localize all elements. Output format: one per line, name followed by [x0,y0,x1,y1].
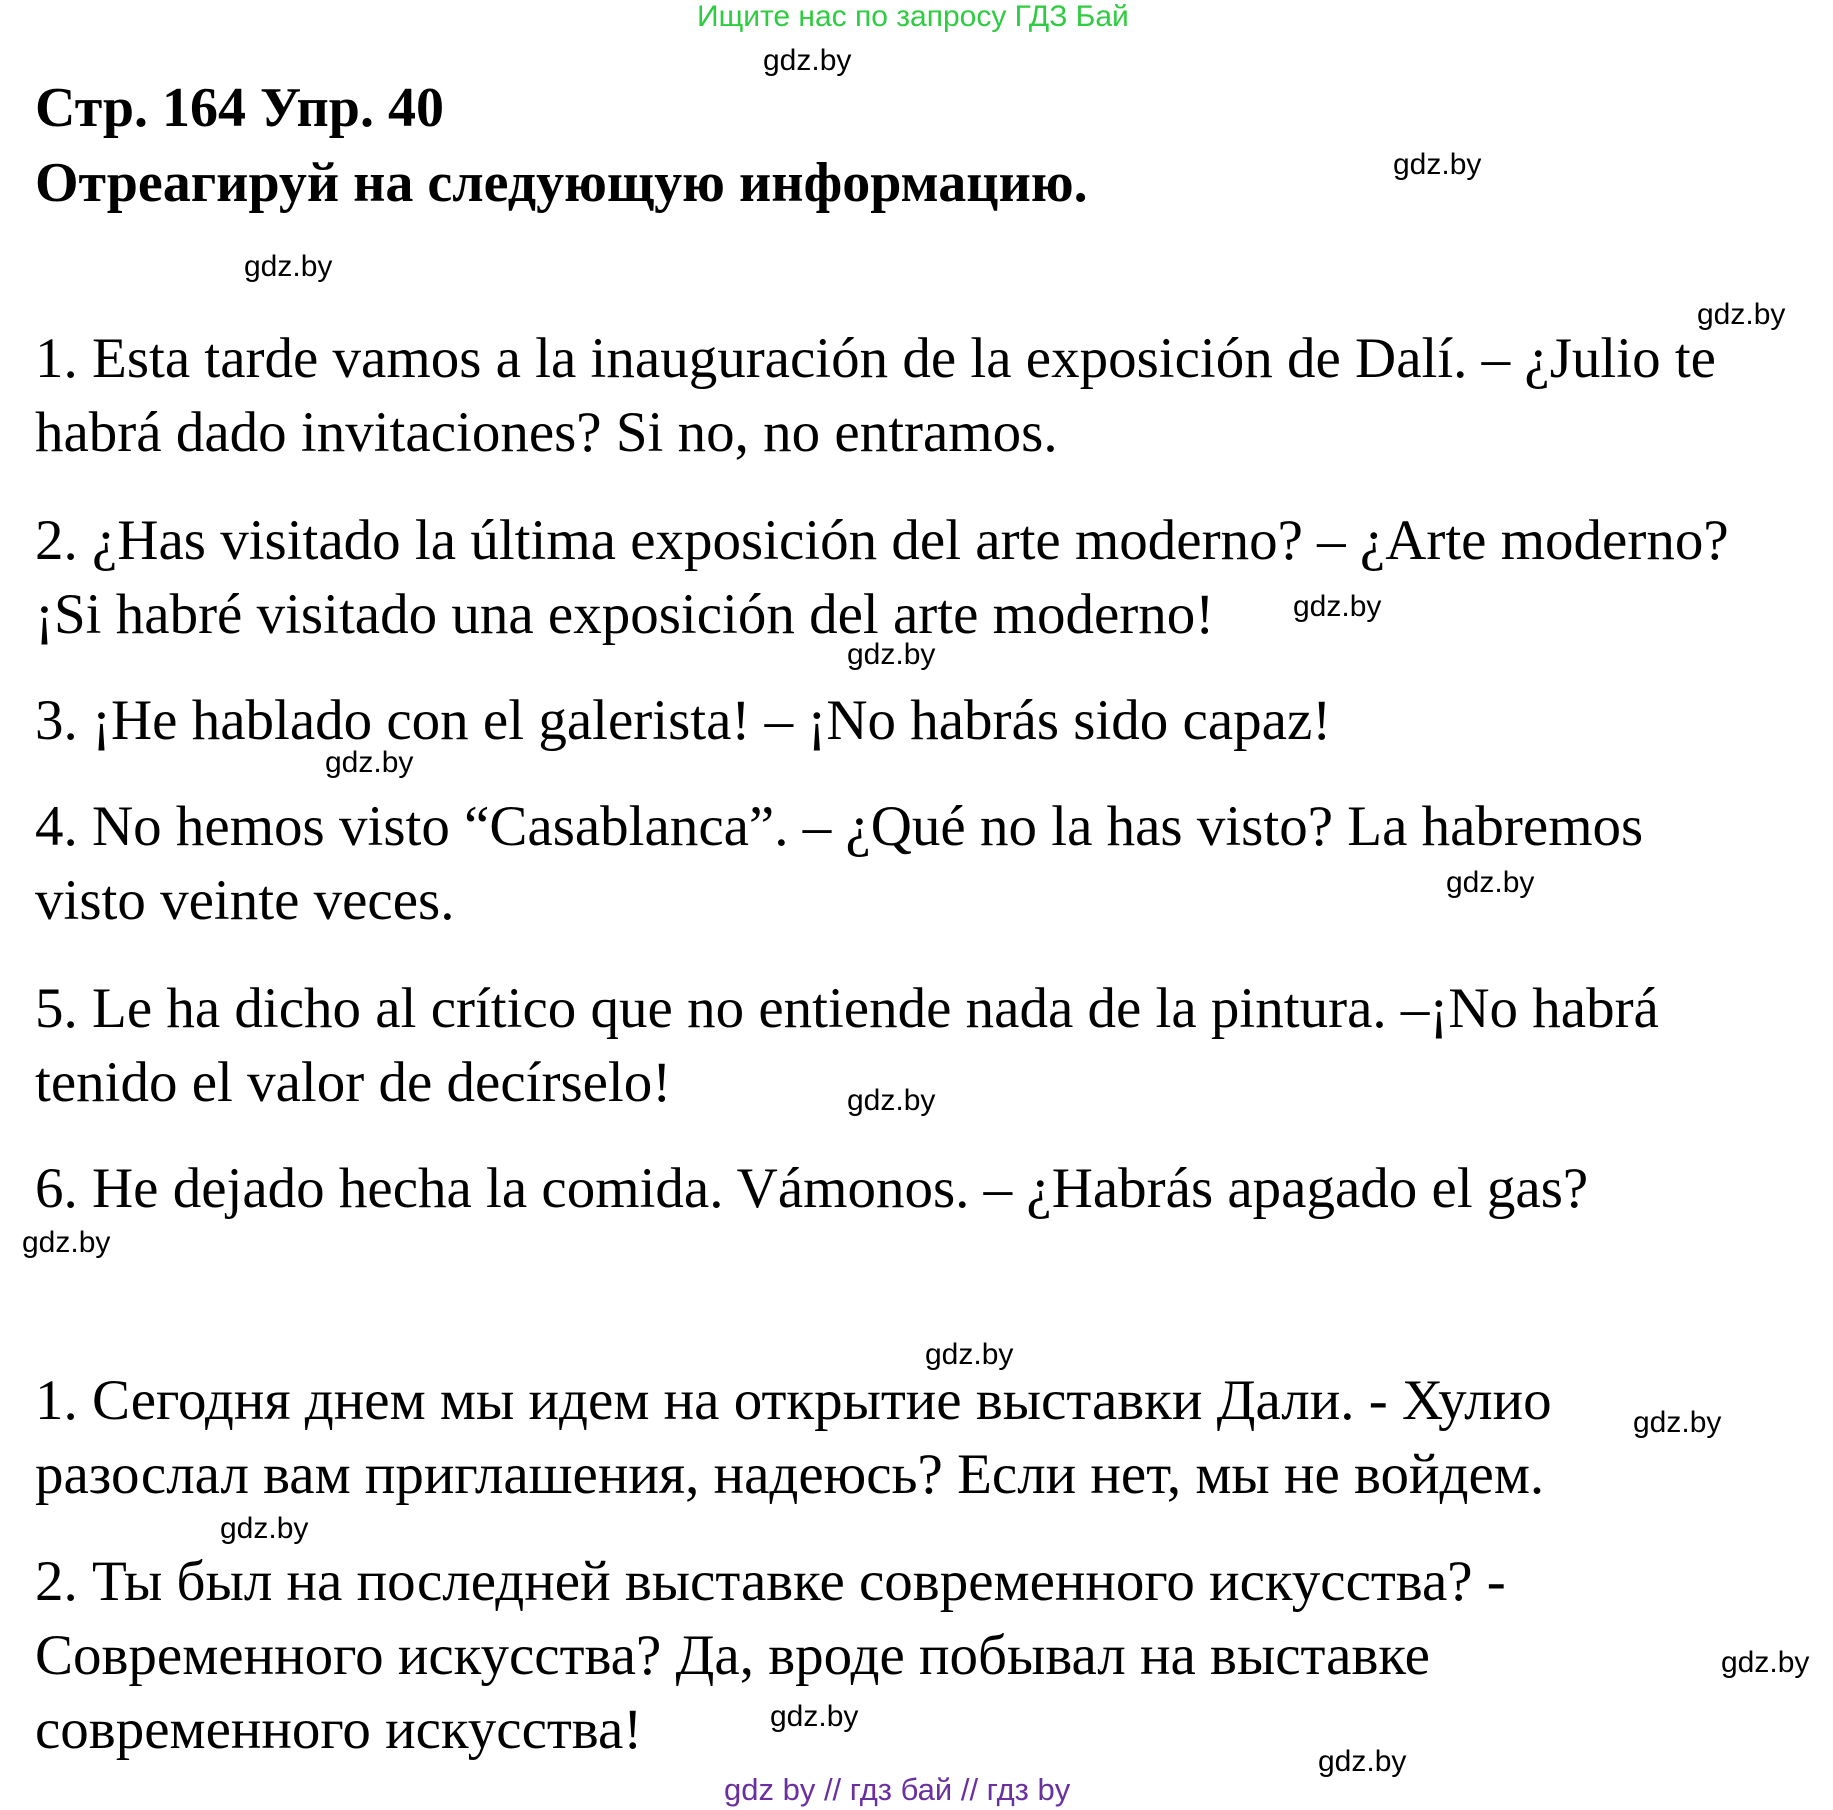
russian-item-1-line-2: разослал вам приглашения, надеюсь? Если нет, мы не войдем. [35,1443,1545,1506]
watermark: gdz.by [22,1226,111,1259]
russian-item-1-line-1: 1. Сегодня днем мы идем на открытие выставки Дали. - Хулио [35,1369,1552,1432]
watermark: gdz.by [1293,590,1382,623]
footer-watermark: gdz by // гдз бай // гдз by [724,1772,1071,1807]
spanish-item-1-line-2: habrá dado invitaciones? Si no, no entramos. [35,401,1058,464]
spanish-item-5-line-1: 5. Le ha dicho al crítico que no entiende nada de la pintura. –¡No habrá [35,977,1659,1040]
watermark: gdz.by [925,1338,1014,1371]
watermark: gdz.by [1697,298,1786,331]
spanish-item-5-line-2: tenido el valor de decírselo! [35,1051,672,1114]
spanish-item-4-line-2: visto veinte veces. [35,869,455,932]
spanish-item-2-line-2: ¡Si habré visitado una exposición del arte moderno! [35,583,1215,646]
watermark: gdz.by [1446,866,1535,899]
watermark: gdz.by [325,746,414,779]
spanish-item-2-line-1: 2. ¿Has visitado la última exposición del arte moderno? – ¿Arte moderno? [35,509,1729,572]
spanish-item-3: 3. ¡He hablado con el galerista! – ¡No habrás sido capaz! [35,689,1332,752]
spanish-item-1-line-1: 1. Esta tarde vamos a la inauguración de la exposición de Dalí. – ¿Julio te [35,327,1716,390]
watermark: gdz.by [763,44,852,77]
russian-item-2-line-1: 2. Ты был на последней выставке современного искусства? - [35,1550,1506,1613]
watermark: gdz.by [1721,1646,1810,1679]
spanish-item-4-line-1: 4. No hemos visto “Casablanca”. – ¿Qué no la has visto? La habremos [35,795,1644,858]
search-banner: Ищите нас по запросу ГДЗ Бай [697,0,1129,33]
watermark: gdz.by [847,1084,936,1117]
watermark: gdz.by [244,250,333,283]
watermark: gdz.by [770,1700,859,1733]
page-title: Стр. 164 Упр. 40 [35,77,444,139]
spanish-item-6: 6. He dejado hecha la comida. Vámonos. – ¿Habrás apagado el gas? [35,1157,1589,1220]
russian-item-2-line-2: Современного искусства? Да, вроде побывал на выставке [35,1624,1430,1687]
watermark: gdz.by [847,638,936,671]
exercise-instruction: Отреагируй на следующую информацию. [35,152,1088,214]
watermark: gdz.by [1318,1745,1407,1778]
russian-item-2-line-3: современного искусства! [35,1698,643,1761]
watermark: gdz.by [1633,1406,1722,1439]
watermark: gdz.by [220,1512,309,1545]
watermark: gdz.by [1393,148,1482,181]
